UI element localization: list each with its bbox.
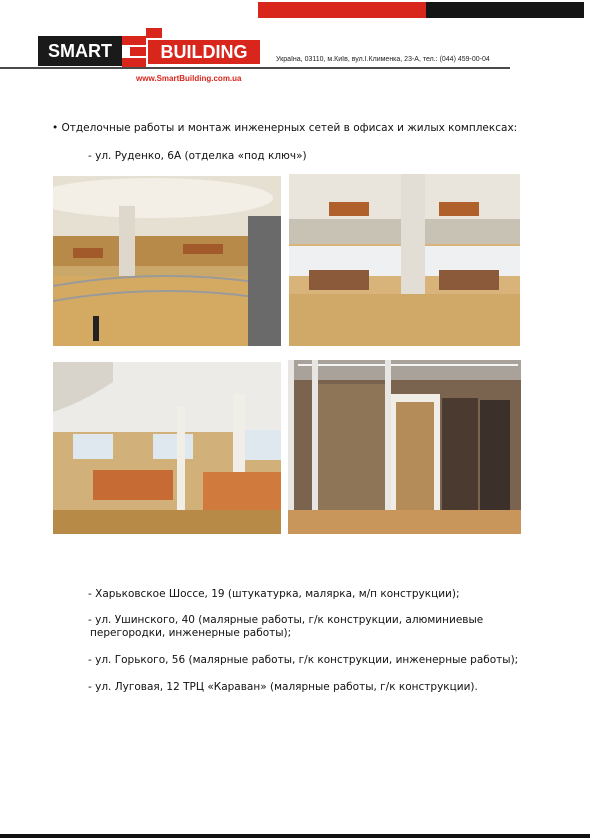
header-red-bar	[258, 2, 426, 18]
office-photo-3	[53, 362, 281, 534]
logo-brick	[146, 28, 162, 38]
office-photo-1	[53, 176, 281, 346]
logo-brick	[122, 58, 146, 67]
main-bullet: • Отделочные работы и монтаж инженерных сетей в офисах и жилых комплексах:	[52, 122, 518, 134]
logo-building-text: BUILDING	[160, 42, 248, 62]
office-photo-2	[289, 174, 520, 346]
list-item-first: - ул. Руденко, 6А (отделка «под ключ»)	[88, 150, 307, 162]
office-photo-4	[288, 360, 521, 534]
list-item: - Харьковское Шоссе, 19 (штукатурка, малярка, м/п конструкции);	[88, 588, 460, 600]
page-bottom-border	[0, 834, 590, 838]
logo-brick	[130, 47, 146, 56]
list-item: - ул. Горького, 56 (малярные работы, г/к конструкции, инженерные работы);	[88, 654, 519, 666]
list-item-continuation: перегородки, инженерные работы);	[90, 627, 292, 639]
company-address: Україна, 03110, м.Київ, вул.І.Клименка, 23-А, тел.: (044) 459-00-04	[276, 56, 490, 63]
company-logo	[38, 28, 260, 88]
logo-url: www.SmartBuilding.com.ua	[136, 74, 242, 83]
list-item: - ул. Ушинского, 40 (малярные работы, г/к конструкции, алюминиевые	[88, 614, 484, 626]
header-dark-bar	[426, 2, 584, 18]
logo-brick	[122, 36, 146, 45]
logo-smart-text: SMART	[48, 41, 112, 61]
list-item: - ул. Луговая, 12 ТРЦ «Караван» (малярные работы, г/к конструкции).	[88, 681, 478, 693]
